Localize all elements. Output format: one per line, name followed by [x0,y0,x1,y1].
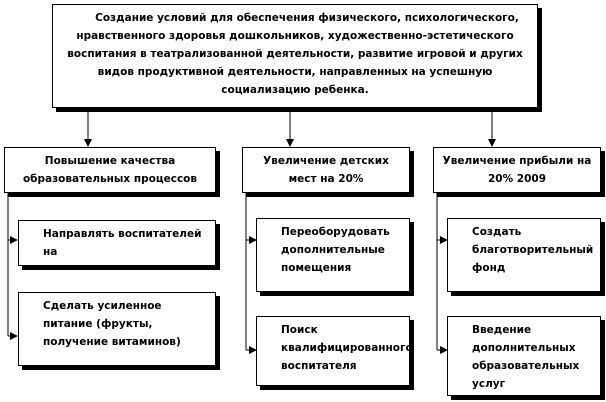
column-head-places [242,147,410,193]
column-head-profit [433,147,601,193]
task-text: Направлять воспитателей на [43,228,202,258]
task-text: Переоборудовать дополнительные помещения [281,226,390,274]
column-head-text: Увеличение прибыли на 20% 2009 [442,155,592,185]
goal-text: Создание условий для обеспечения физического, психологического, нравственного здоровья дошкольников, художественно-эстетического воспитания в театрализованной деятельности, развитие игровой и других видов продуктивной деятельности, направленных на успешную социализацию ребенка. [67,12,523,96]
task-box-teacher-search [256,316,413,386]
column-head-quality [4,147,216,193]
task-text: Поиск квалифицированного воспитателя [281,324,413,372]
task-text: Сделать усиленное питание (фрукты, получение витаминов) [43,300,181,348]
task-text: Создать благотворительный фонд [472,226,594,274]
task-box-charity-fund [447,218,601,292]
task-text: Введение дополнительных образовательных услуг [472,324,580,390]
goal-box [52,4,538,108]
task-box-nutrition [18,292,216,366]
column-head-text: Повышение качества образовательных процессов [22,155,198,185]
task-box-extra-services [447,316,601,396]
task-box-rooms [256,218,410,292]
column-head-text: Увеличение детских мест на 20% [263,155,389,185]
task-box-send-teachers [18,220,216,266]
